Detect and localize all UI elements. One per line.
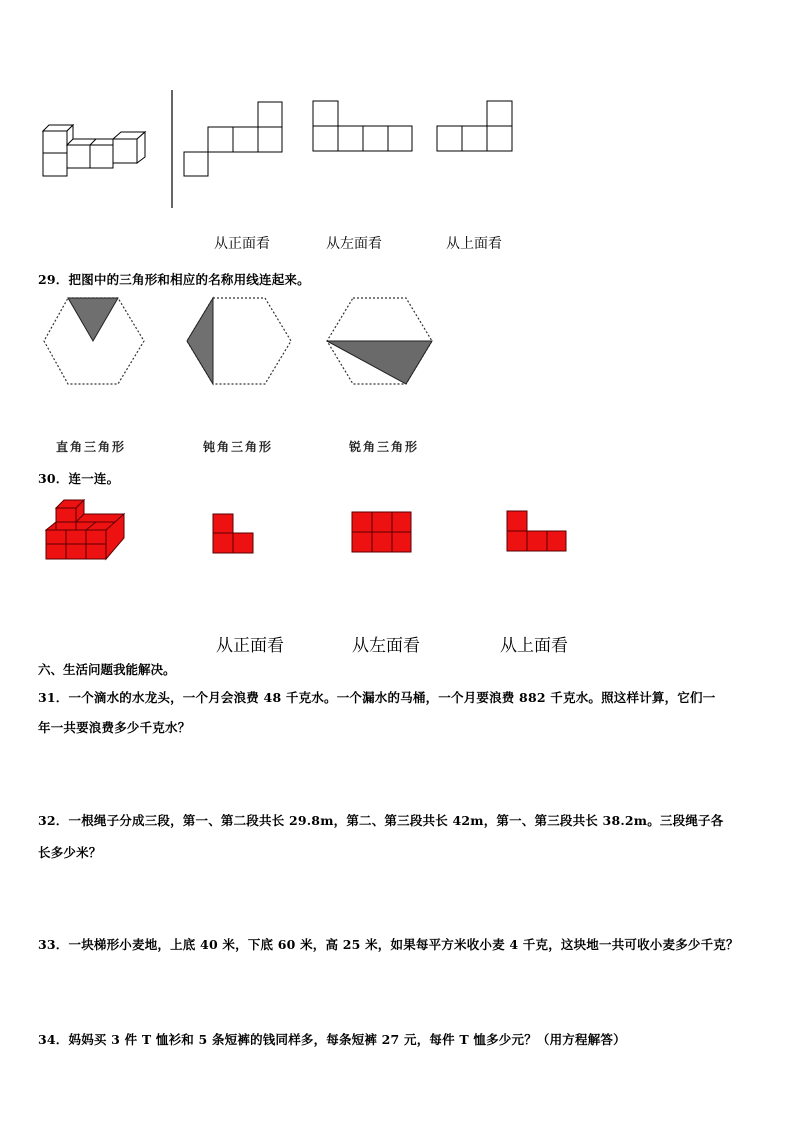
q30-red-view-2 bbox=[352, 512, 411, 552]
q34-line-1: 34．妈妈买 3 件 T 恤衫和 5 条短裤的钱同样多，每条短裤 27 元，每件 T 恤多少元？（用方程解答） bbox=[38, 1032, 626, 1047]
q29-title: 29．把图中的三角形和相应的名称用线连起来。 bbox=[38, 272, 310, 287]
q32-line-2: 长多少米？ bbox=[38, 845, 102, 860]
q29-name-acute-triangle: 锐角三角形 bbox=[349, 440, 420, 454]
q28-label-front: 从正面看 bbox=[214, 236, 270, 252]
q30-red-view-3 bbox=[507, 511, 566, 551]
q28-label-left: 从左面看 bbox=[326, 236, 382, 252]
q29-name-right-triangle: 直角三角形 bbox=[56, 440, 127, 454]
q31-line-2: 年一共要浪费多少千克水？ bbox=[38, 720, 191, 735]
q30-label-front: 从正面看 bbox=[216, 636, 284, 656]
q31-line-1: 31．一个滴水的水龙头，一个月会浪费 48 千克水。一个漏水的马桶，一个月要浪费 882 千克水。照这样计算，它们一 bbox=[38, 690, 716, 705]
q32-line-1: 32．一根绳子分成三段，第一、第二段共长 29.8m，第二、第三段共长 42m，第一、第三段共长 38.2m。三段绳子各 bbox=[38, 813, 724, 828]
q33-line-1: 33．一块梯形小麦地，上底 40 米，下底 60 米，高 25 米，如果每平方米收小麦 4 千克，这块地一共可收小麦多少千克？ bbox=[38, 937, 739, 952]
q30-label-top: 从上面看 bbox=[500, 636, 568, 656]
q28-label-top: 从上面看 bbox=[446, 236, 502, 252]
q30-red-cube-solid bbox=[46, 500, 124, 559]
q30-red-view-1 bbox=[213, 514, 253, 553]
section-6-title: 六、生活问题我能解决。 bbox=[38, 662, 176, 677]
q30-title: 30．连一连。 bbox=[38, 471, 120, 486]
q30-label-left: 从左面看 bbox=[352, 636, 420, 656]
q29-name-obtuse-triangle: 钝角三角形 bbox=[203, 440, 274, 454]
